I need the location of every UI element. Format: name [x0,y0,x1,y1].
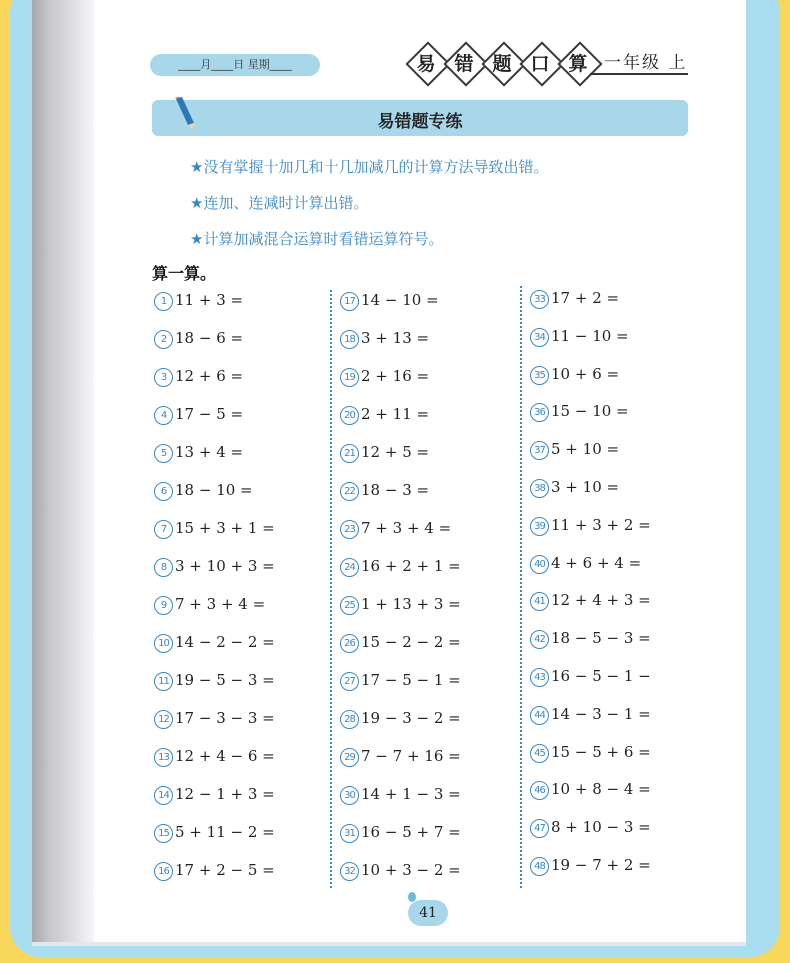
page-number: 41 [408,900,448,926]
exercise-expression: 15 − 5 + 6 = [551,742,651,761]
exercise-expression: 12 + 5 = [361,443,430,461]
exercise-expression: 17 − 5 − 1 = [361,671,461,689]
exercise-expression: 14 − 10 = [361,291,439,309]
exercise-number: 25 [340,596,359,615]
exercise-item [154,557,275,577]
exercise-expression: 5 + 10 = [551,440,620,459]
exercise-item [340,443,429,463]
exercise-number: 33 [530,290,549,309]
exercise-expression: 11 + 3 = [175,291,244,309]
column-divider [520,286,522,888]
exercise-expression: 10 + 3 − 2 = [361,861,461,879]
exercise-number: 13 [154,748,173,767]
exercise-expression: 19 − 7 + 2 = [551,856,651,874]
exercise-item [340,519,451,539]
exercise-item [340,709,461,729]
exercise-item [154,329,243,349]
exercise-item [340,671,461,691]
note-item: ★计算加减混合运算时看错运算符号。 [190,230,444,248]
exercise-number: 1 [154,292,173,311]
exercise-expression: 15 + 3 + 1 = [175,519,275,537]
exercise-item [530,818,651,838]
exercise-expression: 12 + 4 + 3 = [551,591,651,610]
exercise-number: 14 [154,786,173,805]
exercise-item [340,785,461,805]
exercise-expression: 16 + 2 + 1 = [361,557,461,575]
exercise-item [530,705,651,725]
exercise-expression: 14 + 1 − 3 = [361,785,461,803]
exercise-item [340,329,429,349]
exercise-expression: 1 + 13 + 3 = [361,595,461,613]
exercise-item [154,823,275,843]
exercise-number: 20 [340,406,359,425]
exercise-number: 28 [340,710,359,729]
exercise-number: 22 [340,482,359,501]
exercise-item [530,327,629,347]
exercise-expression: 18 − 5 − 3 = [551,629,651,648]
exercise-number: 26 [340,634,359,653]
exercise-expression: 17 − 5 = [175,405,244,423]
exercise-item [340,291,439,311]
exercise-item [530,440,619,460]
column-divider [330,290,332,888]
exercise-number: 24 [340,558,359,577]
pencil-icon [172,97,198,131]
exercise-item [154,443,243,463]
notes-list [190,156,548,264]
exercise-item [530,554,641,574]
exercise-expression: 10 + 6 = [551,364,620,383]
exercise-item [530,667,651,687]
brand-char: 易 [416,53,436,75]
exercise-number: 32 [340,862,359,881]
exercise-number: 44 [530,706,549,725]
exercise-number: 8 [154,558,173,577]
exercise-expression: 11 − 10 = [551,326,629,345]
exercise-number: 41 [530,592,549,611]
exercise-item [154,481,253,501]
date-line: ____月____日 星期____ [150,54,320,76]
exercise-expression: 11 + 3 + 2 = [551,515,651,534]
exercise-expression: 18 − 3 = [361,481,430,499]
exercise-item [530,780,651,800]
exercise-number: 45 [530,744,549,763]
exercise-expression: 3 + 10 + 3 = [175,557,275,575]
exercise-number: 12 [154,710,173,729]
exercise-item [530,743,651,763]
exercise-item [530,516,651,536]
exercise-expression: 17 + 2 = [551,289,620,307]
exercise-expression: 16 − 5 − 1 − [551,667,651,685]
exercise-item [530,478,619,498]
note-item: ★没有掌握十加几和十几加减几的计算方法导致出错。 [190,158,549,176]
exercise-expression: 13 + 4 = [175,443,244,461]
header-underline [590,73,688,75]
exercise-expression: 15 − 10 = [551,402,629,421]
exercise-number: 15 [154,824,173,843]
exercise-number: 31 [340,824,359,843]
exercise-number: 39 [530,517,549,536]
exercise-expression: 3 + 13 = [361,329,430,347]
exercise-item [154,709,275,729]
exercise-number: 40 [530,555,549,574]
exercise-expression: 19 − 5 − 3 = [175,671,275,689]
exercise-item [154,861,275,881]
exercise-item [340,595,461,615]
exercise-expression: 17 − 3 − 3 = [175,709,275,727]
exercise-number: 47 [530,819,549,838]
exercise-expression: 5 + 11 − 2 = [175,823,275,841]
section-title: 易错题专练 [377,112,463,132]
exercise-expression: 16 − 5 + 7 = [361,823,461,841]
exercise-expression: 7 + 3 + 4 = [175,595,266,613]
exercise-expression: 19 − 3 − 2 = [361,709,461,727]
exercise-item [340,481,429,501]
exercise-number: 36 [530,403,549,422]
book-spine [32,0,94,942]
exercise-item [154,405,243,425]
exercise-number: 21 [340,444,359,463]
exercise-expression: 7 + 3 + 4 = [361,519,452,537]
exercise-number: 29 [340,748,359,767]
exercise-item [154,291,243,311]
exercise-number: 48 [530,857,549,876]
exercise-number: 46 [530,781,549,800]
exercise-item [530,289,619,309]
exercise-heading: 算一算。 [152,264,217,283]
exercise-number: 34 [530,328,549,347]
exercise-expression: 14 − 2 − 2 = [175,633,275,651]
exercise-item [530,365,619,385]
exercise-item [154,595,265,615]
exercise-expression: 7 − 7 + 16 = [361,747,461,765]
exercise-item [530,402,629,422]
exercise-number: 23 [340,520,359,539]
grade-label: 一年级 上 [604,53,688,73]
exercise-expression: 15 − 2 − 2 = [361,633,461,651]
exercise-item [340,823,461,843]
exercise-item [154,367,243,387]
exercise-number: 6 [154,482,173,501]
exercise-item [530,629,651,649]
exercise-number: 37 [530,441,549,460]
exercise-item [340,405,429,425]
exercise-number: 9 [154,596,173,615]
exercise-expression: 8 + 10 − 3 = [551,818,651,837]
exercise-number: 30 [340,786,359,805]
exercise-expression: 10 + 8 − 4 = [551,780,651,799]
exercise-expression: 18 − 6 = [175,329,244,347]
exercise-expression: 3 + 10 = [551,478,620,496]
exercise-expression: 12 − 1 + 3 = [175,785,275,803]
exercise-item [340,557,461,577]
exercise-number: 5 [154,444,173,463]
brand-char: 算 [568,53,588,75]
exercise-number: 16 [154,862,173,881]
brand-char: 题 [492,53,512,75]
exercise-number: 10 [154,634,173,653]
exercise-expression: 18 − 10 = [175,481,253,499]
exercise-item [154,747,275,767]
exercise-expression: 14 − 3 − 1 = [551,704,651,723]
exercise-item [154,633,275,653]
exercise-expression: 12 + 6 = [175,367,244,385]
exercise-item [340,747,461,767]
exercise-number: 4 [154,406,173,425]
exercise-number: 17 [340,292,359,311]
exercise-item [154,785,275,805]
exercise-item [340,367,429,387]
exercise-number: 3 [154,368,173,387]
exercise-expression: 2 + 16 = [361,367,430,385]
exercise-expression: 17 + 2 − 5 = [175,861,275,879]
exercise-item [154,519,275,539]
exercise-number: 7 [154,520,173,539]
exercise-expression: 12 + 4 − 6 = [175,747,275,765]
exercise-number: 11 [154,672,173,691]
exercise-expression: 2 + 11 = [361,405,430,423]
exercise-number: 19 [340,368,359,387]
section-title-bar [152,100,688,136]
exercise-expression: 4 + 6 + 4 = [551,553,642,572]
exercise-item [154,671,275,691]
exercise-item [340,861,461,881]
exercise-item [340,633,461,653]
brand-char: 错 [454,53,474,75]
exercise-number: 38 [530,479,549,498]
exercise-number: 35 [530,366,549,385]
exercise-number: 18 [340,330,359,349]
workbook-page [32,0,746,946]
exercise-number: 43 [530,668,549,687]
brand-char: 口 [530,53,550,75]
exercise-number: 42 [530,630,549,649]
exercise-item [530,591,651,611]
exercise-number: 2 [154,330,173,349]
note-item: ★连加、连减时计算出错。 [190,194,369,212]
exercise-item [530,856,651,876]
exercise-number: 27 [340,672,359,691]
